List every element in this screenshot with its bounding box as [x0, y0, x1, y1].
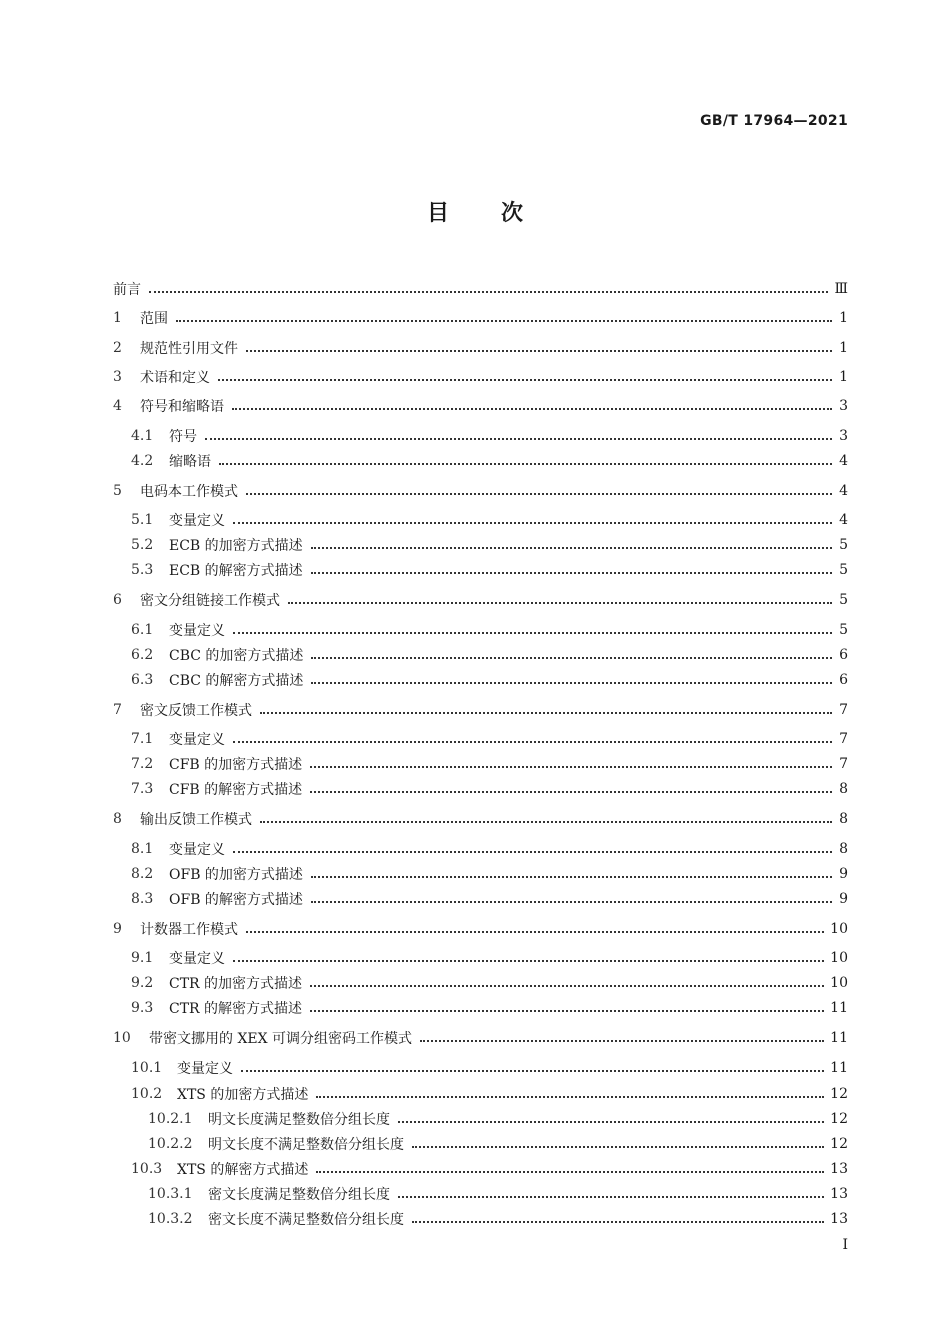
toc-entry-page: 8	[839, 781, 848, 797]
toc-entry-page: 5	[839, 537, 848, 553]
dot-leader	[310, 766, 832, 768]
toc-entry-label: 符号	[169, 429, 197, 445]
toc-entry[interactable]	[113, 480, 848, 502]
toc-entry[interactable]	[131, 947, 848, 969]
toc-entry-number: 10.2	[131, 1086, 163, 1102]
toc-entry-label: 术语和定义	[140, 370, 210, 386]
toc-entry[interactable]	[113, 589, 848, 611]
dot-leader	[311, 657, 832, 659]
dot-leader	[233, 632, 832, 634]
dot-leader	[260, 712, 832, 714]
toc-entry-page: 6	[839, 647, 848, 663]
toc-entry-number: 7.2	[131, 756, 154, 772]
toc-entry-number: 8	[113, 811, 122, 827]
toc-entry-page: 12	[830, 1111, 848, 1127]
dot-leader	[420, 1040, 824, 1042]
toc-entry[interactable]	[131, 863, 848, 885]
toc-entry-page: Ⅲ	[834, 281, 848, 297]
dot-leader	[176, 320, 832, 322]
toc-entry-page: 7	[839, 731, 848, 747]
toc-entry-number: 7	[113, 702, 122, 718]
toc-entry-label: 范围	[140, 311, 168, 327]
toc-entry-number: 2	[113, 340, 122, 356]
toc-entry[interactable]	[131, 509, 848, 531]
toc-entry-number: 5.2	[131, 537, 154, 553]
dot-leader	[310, 791, 832, 793]
dot-leader	[218, 379, 832, 381]
dot-leader	[288, 602, 832, 604]
toc-entry[interactable]	[113, 1027, 848, 1049]
toc-entry-page: 13	[830, 1211, 848, 1227]
toc-entry[interactable]	[131, 753, 848, 775]
dot-leader	[311, 876, 832, 878]
toc-entry[interactable]	[131, 644, 848, 666]
toc-entry-label: CTR 的加密方式描述	[169, 976, 303, 992]
dot-leader	[310, 1010, 824, 1012]
toc-entry-number: 9.1	[131, 950, 154, 966]
toc-entry-page: 3	[839, 398, 848, 414]
toc-entry-page: 6	[839, 672, 848, 688]
toc-entry-page: 1	[839, 340, 848, 356]
toc-entry-label: XTS 的加密方式描述	[177, 1087, 309, 1103]
toc-entry-label: OFB 的解密方式描述	[169, 892, 303, 908]
toc-entry-number: 1	[113, 310, 122, 326]
toc-entry[interactable]	[131, 728, 848, 750]
toc-entry-number: 6.1	[131, 622, 154, 638]
toc-entry-label: ECB 的解密方式描述	[169, 563, 303, 579]
dot-leader	[233, 851, 832, 853]
toc-entry-label: 变量定义	[177, 1061, 233, 1077]
toc-entry-label: 明文长度满足整数倍分组长度	[208, 1112, 390, 1128]
toc-entry-page: 13	[830, 1161, 848, 1177]
toc-entry[interactable]	[113, 699, 848, 721]
toc-entry-page: 11	[830, 1030, 848, 1046]
toc-entry-page: 9	[839, 891, 848, 907]
toc-entry-number: 9	[113, 921, 122, 937]
toc-entry-page: 1	[839, 310, 848, 326]
toc-entry-number: 8.1	[131, 841, 154, 857]
toc-entry-number: 10.3.1	[148, 1186, 193, 1202]
dot-leader	[412, 1146, 824, 1148]
toc-entry-page: 13	[830, 1186, 848, 1202]
toc-entry-number: 3	[113, 369, 122, 385]
toc-entry[interactable]	[113, 918, 848, 940]
toc-entry-number: 5.1	[131, 512, 154, 528]
dot-leader	[232, 408, 832, 410]
dot-leader	[246, 931, 824, 933]
toc-entry-label: 变量定义	[169, 623, 225, 639]
toc-entry-page: 5	[839, 622, 848, 638]
toc-entry-page: 10	[830, 950, 848, 966]
toc-entry-label: 缩略语	[169, 454, 211, 470]
dot-leader	[205, 438, 832, 440]
toc-entry[interactable]	[131, 838, 848, 860]
toc-entry[interactable]	[131, 972, 848, 994]
toc-entry-number: 7.1	[131, 731, 154, 747]
toc-entry-label: CFB 的加密方式描述	[169, 757, 303, 773]
dot-leader	[412, 1221, 824, 1223]
dot-leader	[246, 350, 832, 352]
toc-entry-page: 1	[839, 369, 848, 385]
dot-leader	[233, 741, 832, 743]
dot-leader	[246, 493, 832, 495]
toc-entry-foreword[interactable]	[113, 278, 848, 300]
dot-leader	[219, 463, 832, 465]
dot-leader	[311, 572, 832, 574]
toc-entry-page: 10	[830, 975, 848, 991]
toc-entry-page: 8	[839, 841, 848, 857]
toc-entry-label: 变量定义	[169, 513, 225, 529]
toc-entry-label: 密文长度满足整数倍分组长度	[208, 1187, 390, 1203]
toc-entry-label: 密文长度不满足整数倍分组长度	[208, 1212, 404, 1228]
dot-leader	[316, 1096, 824, 1098]
toc-entry-number: 10.2.1	[148, 1111, 193, 1127]
toc-entry-number: 4.1	[131, 428, 154, 444]
toc-entry[interactable]	[148, 1133, 848, 1155]
dot-leader	[316, 1171, 824, 1173]
toc-entry-label: 密文分组链接工作模式	[140, 593, 280, 609]
toc-entry[interactable]	[113, 808, 848, 830]
toc-entry[interactable]	[113, 395, 848, 417]
toc-entry[interactable]	[131, 559, 848, 581]
toc-entry-label: 输出反馈工作模式	[140, 812, 252, 828]
toc-entry-page: 7	[839, 702, 848, 718]
toc-entry-number: 8.3	[131, 891, 154, 907]
dot-leader	[233, 960, 824, 962]
toc-entry[interactable]	[131, 534, 848, 556]
toc-entry-number: 5	[113, 483, 122, 499]
dot-leader	[311, 682, 832, 684]
toc-entry[interactable]	[131, 778, 848, 800]
toc-entry-page: 12	[830, 1136, 848, 1152]
toc-entry-label: 计数器工作模式	[140, 922, 238, 938]
toc-entry-label: XTS 的解密方式描述	[177, 1162, 309, 1178]
toc-entry-page: 11	[830, 1060, 848, 1076]
toc-entry[interactable]	[148, 1108, 848, 1130]
toc-entry-number: 10.3.2	[148, 1211, 193, 1227]
toc-entry[interactable]	[113, 366, 848, 388]
standard-code: GB/T 17964—2021	[700, 113, 848, 129]
toc-entry-label: ECB 的加密方式描述	[169, 538, 303, 554]
toc-entry-page: 8	[839, 811, 848, 827]
toc-entry-page: 12	[830, 1086, 848, 1102]
toc-entry-page: 10	[830, 921, 848, 937]
page-number: I	[842, 1237, 848, 1253]
dot-leader	[310, 985, 824, 987]
toc-entry[interactable]	[148, 1208, 848, 1230]
toc-entry-page: 4	[839, 512, 848, 528]
toc-entry-page: 9	[839, 866, 848, 882]
toc-entry[interactable]	[131, 1057, 848, 1079]
toc-entry-number: 6.2	[131, 647, 154, 663]
dot-leader	[241, 1070, 824, 1072]
dot-leader	[398, 1196, 824, 1198]
toc-entry-number: 6.3	[131, 672, 154, 688]
dot-leader	[233, 522, 832, 524]
toc-entry-number: 9.2	[131, 975, 154, 991]
toc-entry-label: CBC 的加密方式描述	[169, 648, 304, 664]
toc-entry[interactable]	[131, 450, 848, 472]
toc-entry-page: 7	[839, 756, 848, 772]
toc-entry[interactable]	[131, 669, 848, 691]
toc-entry-label: 变量定义	[169, 842, 225, 858]
toc-entry-number: 10.3	[131, 1161, 163, 1177]
dot-leader	[260, 821, 832, 823]
toc-entry[interactable]	[131, 619, 848, 641]
toc-entry[interactable]	[113, 307, 848, 329]
toc-entry-number: 10.1	[131, 1060, 163, 1076]
toc-entry-number: 10.2.2	[148, 1136, 193, 1152]
toc-entry-label: 符号和缩略语	[140, 399, 224, 415]
toc-entry-label: 电码本工作模式	[140, 484, 238, 500]
toc-entry[interactable]	[131, 997, 848, 1019]
toc-entry[interactable]	[113, 337, 848, 359]
toc-entry-label: 带密文挪用的 XEX 可调分组密码工作模式	[149, 1031, 413, 1047]
dot-leader	[311, 547, 832, 549]
toc-entry-page: 4	[839, 483, 848, 499]
toc-entry[interactable]	[131, 1083, 848, 1105]
page-title: 目次	[426, 201, 575, 226]
toc-entry-number: 4	[113, 398, 122, 414]
toc-entry-page: 5	[839, 562, 848, 578]
toc-entry-number: 10	[113, 1030, 131, 1046]
dot-leader	[149, 291, 828, 293]
dot-leader	[311, 901, 832, 903]
toc-entry-label: 规范性引用文件	[140, 341, 238, 357]
toc-entry-label: 前言	[113, 282, 141, 298]
toc-entry-label: CBC 的解密方式描述	[169, 673, 304, 689]
toc-entry-number: 5.3	[131, 562, 154, 578]
toc-entry-label: CFB 的解密方式描述	[169, 782, 303, 798]
toc-entry-page: 4	[839, 453, 848, 469]
toc-entry-page: 11	[830, 1000, 848, 1016]
toc-entry[interactable]	[131, 1158, 848, 1180]
toc-entry-number: 9.3	[131, 1000, 154, 1016]
toc-entry[interactable]	[131, 888, 848, 910]
toc-entry-number: 6	[113, 592, 122, 608]
toc-entry-page: 5	[839, 592, 848, 608]
toc-entry[interactable]	[131, 425, 848, 447]
dot-leader	[398, 1121, 824, 1123]
toc-entry-label: 明文长度不满足整数倍分组长度	[208, 1137, 404, 1153]
toc-entry-page: 3	[839, 428, 848, 444]
toc-entry-label: CTR 的解密方式描述	[169, 1001, 303, 1017]
toc-entry-label: OFB 的加密方式描述	[169, 867, 303, 883]
toc-entry-number: 7.3	[131, 781, 154, 797]
toc-entry-label: 密文反馈工作模式	[140, 703, 252, 719]
toc-entry-number: 8.2	[131, 866, 154, 882]
toc-entry-label: 变量定义	[169, 951, 225, 967]
toc-entry[interactable]	[148, 1183, 848, 1205]
toc-entry-label: 变量定义	[169, 732, 225, 748]
toc-entry-number: 4.2	[131, 453, 154, 469]
